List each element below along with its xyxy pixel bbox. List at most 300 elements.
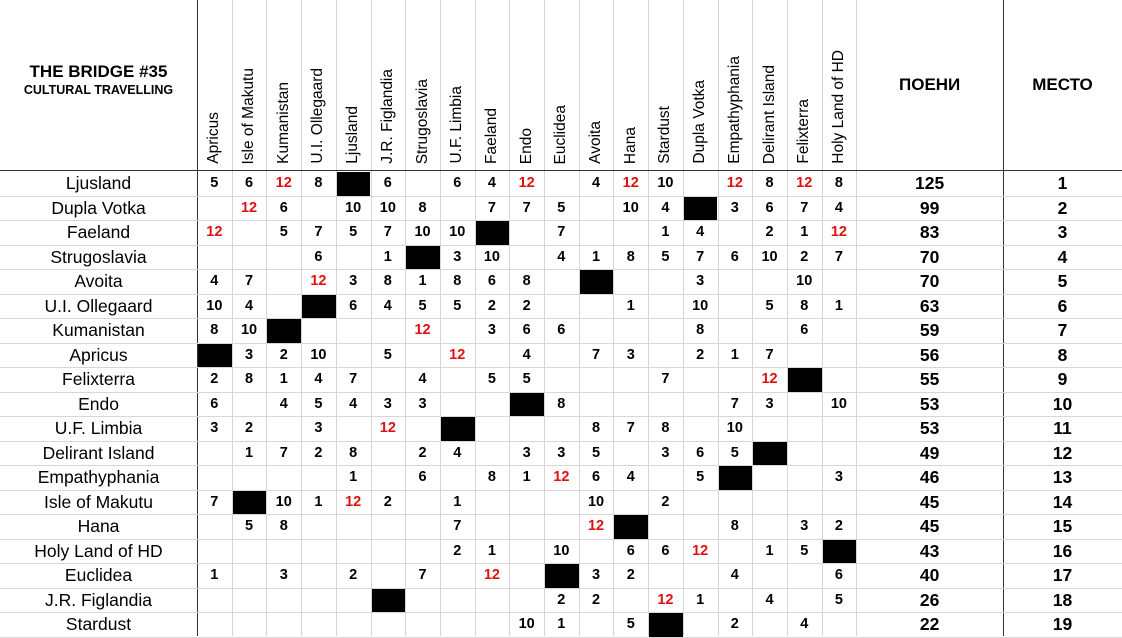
- score-cell: 8: [626, 248, 635, 265]
- row-country-name: U.F. Limbia: [54, 418, 143, 438]
- self-vote-blocked-cell: [510, 393, 544, 417]
- score-cell: 7: [696, 248, 705, 265]
- score-cell: 10: [483, 248, 500, 265]
- row-country-name: Faeland: [66, 222, 131, 242]
- score-cell: 5: [800, 542, 809, 559]
- self-vote-blocked-cell: [302, 295, 336, 319]
- score-cell: 7: [453, 518, 462, 534]
- row-total-points: 53: [919, 393, 940, 414]
- column-header: [648, 0, 683, 170]
- column-header-label: Delirant Island: [760, 64, 778, 164]
- score-cell: 4: [349, 395, 358, 412]
- score-cell: 12: [657, 591, 674, 608]
- score-cell: 4: [557, 248, 566, 265]
- score-cell: 1: [279, 371, 288, 387]
- score-cell: 8: [696, 322, 705, 338]
- row-place: 14: [1052, 491, 1073, 512]
- score-cell: 3: [696, 273, 705, 289]
- row-total-points: 43: [919, 540, 940, 561]
- column-header-label: Avoita: [587, 121, 605, 164]
- score-cell: 3: [661, 444, 670, 461]
- row-place: 16: [1052, 540, 1073, 561]
- score-cell: 5: [834, 591, 843, 608]
- score-cell: 6: [418, 469, 427, 485]
- score-cell: 1: [696, 591, 705, 608]
- row-country-name: Empathyphania: [37, 467, 160, 487]
- score-cell: 6: [487, 273, 496, 289]
- column-header: [613, 0, 648, 170]
- column-header-label: U.F. Limbia: [448, 86, 466, 164]
- column-header-label: Kumanistan: [274, 82, 292, 164]
- score-cell: 2: [696, 346, 705, 363]
- score-cell: 10: [726, 420, 743, 436]
- self-vote-blocked-cell: [614, 515, 648, 539]
- score-cell: 6: [626, 542, 635, 559]
- score-cell: 12: [518, 175, 535, 191]
- score-cell: 3: [834, 469, 843, 485]
- score-cell: 6: [834, 567, 843, 583]
- row-place: 4: [1057, 246, 1068, 267]
- row-country-name: Dupla Votka: [51, 197, 146, 218]
- score-cell: 10: [518, 616, 535, 632]
- score-cell: 2: [418, 444, 427, 461]
- score-cell: 8: [557, 395, 566, 412]
- score-cell: 2: [591, 591, 601, 608]
- score-cell: 4: [834, 199, 843, 216]
- score-cell: 8: [765, 175, 774, 191]
- column-header-label: Strugoslavia: [413, 78, 431, 164]
- score-cell: 10: [622, 199, 639, 216]
- score-cell: 4: [453, 444, 462, 461]
- sheet-subtitle: CULTURAL TRAVELLING: [23, 83, 174, 97]
- score-cell: 8: [522, 273, 531, 289]
- self-vote-blocked-cell: [719, 466, 753, 490]
- score-cell: 6: [314, 248, 323, 265]
- score-cell: 10: [240, 322, 258, 338]
- score-cell: 8: [800, 297, 809, 314]
- score-cell: 1: [453, 493, 462, 510]
- score-cell: 2: [626, 567, 635, 583]
- score-cell: 8: [661, 420, 670, 436]
- score-cell: 12: [275, 175, 292, 191]
- column-header: [787, 0, 822, 170]
- score-cell: 2: [244, 420, 254, 436]
- row-total-points: 49: [919, 442, 940, 463]
- score-cell: 1: [487, 542, 496, 559]
- score-cell: 12: [449, 346, 466, 363]
- column-header: [752, 0, 787, 170]
- row-total-points: 45: [919, 491, 940, 512]
- score-cell: 5: [557, 199, 566, 216]
- score-cell: 5: [418, 297, 427, 314]
- score-cell: 1: [730, 346, 739, 363]
- score-cell: 7: [765, 346, 774, 363]
- row-country-name: Hana: [77, 516, 120, 536]
- score-cell: 7: [834, 248, 843, 265]
- column-header: [266, 0, 301, 170]
- score-cell: 1: [834, 297, 843, 314]
- score-cell: 10: [796, 273, 813, 289]
- score-cell: 10: [275, 493, 292, 510]
- row-place: 8: [1057, 344, 1068, 365]
- score-cell: 2: [487, 297, 496, 314]
- score-cell: 4: [800, 616, 809, 632]
- score-cell: 8: [730, 518, 739, 534]
- row-country-name: Euclidea: [64, 565, 133, 585]
- column-header: [232, 0, 267, 170]
- self-vote-blocked-cell: [545, 564, 579, 588]
- score-cell: 12: [483, 567, 500, 583]
- score-cell: 10: [657, 175, 674, 191]
- row-total-points: 56: [919, 344, 940, 365]
- score-cell: 5: [244, 518, 254, 534]
- score-cell: 7: [800, 199, 809, 216]
- score-cell: 3: [453, 248, 462, 265]
- self-vote-blocked-cell: [337, 172, 371, 196]
- score-cell: 3: [418, 395, 427, 412]
- score-cell: 7: [591, 346, 601, 363]
- self-vote-blocked-cell: [649, 613, 683, 637]
- score-cell: 7: [349, 371, 358, 387]
- column-header: [544, 0, 579, 170]
- score-cell: 2: [730, 616, 739, 632]
- score-cell: 2: [210, 371, 219, 387]
- row-total-points: 83: [919, 222, 940, 242]
- score-cell: 5: [522, 371, 531, 387]
- score-cell: 5: [383, 346, 392, 363]
- score-cell: 3: [765, 395, 774, 412]
- score-cell: 10: [761, 248, 778, 265]
- row-country-name: Apricus: [69, 344, 128, 365]
- score-cell: 8: [210, 322, 219, 338]
- column-header-label: Holy Land of HD: [829, 50, 847, 164]
- row-place: 6: [1057, 295, 1068, 316]
- row-place: 10: [1052, 393, 1073, 414]
- column-header: [197, 0, 232, 170]
- score-cell: 1: [765, 542, 774, 559]
- self-vote-blocked-cell: [684, 197, 718, 221]
- score-cell: 8: [244, 371, 254, 387]
- column-header-label: Empathyphania: [725, 56, 743, 164]
- points-header: ПОЕНИ: [899, 75, 961, 94]
- column-header: [683, 0, 718, 170]
- score-cell: 2: [349, 567, 358, 583]
- column-header: [440, 0, 475, 170]
- score-cell: 7: [626, 420, 635, 436]
- row-country-name: Kumanistan: [52, 320, 145, 340]
- score-cell: 6: [210, 395, 219, 412]
- score-cell: 12: [796, 175, 813, 191]
- row-country-name: Endo: [78, 393, 119, 414]
- row-total-points: 59: [919, 320, 940, 340]
- score-cell: 3: [557, 444, 566, 461]
- score-cell: 2: [314, 444, 323, 461]
- column-header-label: Hana: [621, 126, 639, 164]
- score-cell: 4: [522, 346, 531, 363]
- score-cell: 12: [240, 199, 258, 216]
- score-cell: 8: [349, 444, 358, 461]
- row-place: 5: [1057, 271, 1068, 291]
- column-header: [405, 0, 440, 170]
- score-cell: 5: [626, 616, 635, 632]
- self-vote-blocked-cell: [406, 246, 440, 270]
- score-cell: 7: [244, 273, 254, 289]
- score-cell: 2: [383, 493, 392, 510]
- score-cell: 2: [765, 224, 774, 240]
- score-cell: 10: [310, 346, 327, 363]
- row-total-points: 70: [919, 271, 940, 291]
- score-cell: 1: [557, 616, 566, 632]
- score-cell: 3: [626, 346, 635, 363]
- score-cell: 12: [587, 518, 605, 534]
- score-cell: 8: [383, 273, 392, 289]
- score-cell: 3: [522, 444, 531, 461]
- score-cell: 1: [349, 469, 358, 485]
- score-cell: 3: [279, 567, 288, 583]
- score-cell: 4: [696, 224, 705, 240]
- row-total-points: 63: [919, 295, 940, 316]
- score-cell: 12: [622, 175, 639, 191]
- column-header-label: Endo: [517, 127, 535, 164]
- score-cell: 2: [522, 297, 531, 314]
- score-cell: 1: [626, 297, 635, 314]
- column-header: [822, 0, 857, 170]
- score-cell: 1: [522, 469, 531, 485]
- score-cell: 3: [487, 322, 496, 338]
- row-place: 11: [1053, 418, 1072, 438]
- score-cell: 12: [692, 542, 709, 559]
- score-cell: 1: [314, 493, 323, 510]
- score-cell: 10: [449, 224, 466, 240]
- score-cell: 10: [414, 224, 431, 240]
- score-cell: 6: [349, 297, 358, 314]
- score-cell: 4: [383, 297, 392, 314]
- self-vote-blocked-cell: [580, 270, 614, 294]
- row-country-name: Ljusland: [65, 173, 132, 193]
- score-cell: 5: [210, 175, 219, 191]
- score-cell: 12: [345, 493, 362, 510]
- row-country-name: Strugoslavia: [50, 246, 147, 267]
- title-block: [0, 62, 197, 98]
- score-cell: 6: [591, 469, 601, 485]
- score-cell: 6: [730, 248, 739, 265]
- score-cell: 10: [553, 542, 570, 559]
- row-country-name: J.R. Figlandia: [45, 589, 152, 610]
- score-cell: 7: [210, 493, 219, 510]
- self-vote-blocked-cell: [233, 491, 267, 515]
- self-vote-blocked-cell: [372, 589, 406, 613]
- self-vote-blocked-cell: [753, 442, 787, 466]
- score-cell: 6: [557, 322, 566, 338]
- row-total-points: 40: [919, 565, 940, 585]
- score-cell: 12: [761, 371, 778, 387]
- self-vote-blocked-cell: [441, 417, 475, 441]
- self-vote-blocked-cell: [823, 540, 857, 564]
- score-cell: 6: [800, 322, 809, 338]
- score-cell: 10: [379, 199, 396, 216]
- score-cell: 4: [661, 199, 670, 216]
- score-cell: 12: [830, 224, 847, 240]
- score-cell: 7: [487, 199, 496, 216]
- score-cell: 3: [383, 395, 392, 412]
- score-cell: 10: [206, 297, 223, 314]
- score-cell: 6: [661, 542, 670, 559]
- row-total-points: 26: [919, 589, 940, 610]
- score-cell: 3: [800, 518, 809, 534]
- row-place: 13: [1052, 467, 1073, 487]
- score-cell: 10: [692, 297, 709, 314]
- score-cell: 5: [453, 297, 462, 314]
- score-cell: 8: [418, 199, 427, 216]
- column-header: [579, 0, 614, 170]
- score-cell: 6: [696, 444, 705, 461]
- column-header-label: Isle of Makutu: [240, 67, 258, 164]
- row-country-name: Isle of Makutu: [44, 491, 153, 512]
- score-cell: 3: [591, 567, 601, 583]
- row-country-name: Avoita: [74, 271, 123, 291]
- column-header: [718, 0, 753, 170]
- column-header-label: J.R. Figlandia: [378, 69, 396, 164]
- column-header: [509, 0, 544, 170]
- score-cell: 3: [349, 273, 358, 289]
- row-place: 3: [1057, 222, 1068, 242]
- row-place: 2: [1057, 197, 1068, 218]
- row-place: 1: [1057, 173, 1068, 193]
- score-cell: 1: [800, 224, 809, 240]
- column-header: [336, 0, 371, 170]
- score-cell: 4: [730, 567, 739, 583]
- row-place: 19: [1052, 614, 1073, 634]
- score-cell: 8: [487, 469, 496, 485]
- score-cell: 4: [279, 395, 288, 412]
- row-total-points: 125: [915, 173, 945, 193]
- score-cell: 2: [453, 542, 462, 559]
- score-cell: 10: [830, 395, 847, 412]
- score-cell: 7: [314, 224, 323, 240]
- score-cell: 6: [383, 175, 392, 191]
- row-place: 17: [1052, 565, 1073, 585]
- score-cell: 12: [553, 469, 570, 485]
- row-total-points: 53: [919, 418, 940, 438]
- score-cell: 1: [661, 224, 670, 240]
- column-header-label: Faeland: [482, 107, 500, 164]
- score-cell: 8: [453, 273, 462, 289]
- score-cell: 12: [414, 322, 431, 338]
- score-cell: 1: [591, 248, 601, 265]
- row-place: 18: [1052, 589, 1073, 610]
- score-cell: 2: [557, 591, 566, 608]
- score-cell: 4: [487, 175, 496, 191]
- row-country-name: U.I. Ollegaard: [44, 295, 153, 316]
- self-vote-blocked-cell: [267, 319, 301, 343]
- score-cell: 1: [383, 248, 392, 265]
- score-cell: 3: [730, 199, 739, 216]
- score-cell: 5: [696, 469, 705, 485]
- score-cell: 5: [487, 371, 496, 387]
- self-vote-blocked-cell: [198, 344, 232, 368]
- row-place: 9: [1057, 369, 1068, 389]
- score-cell: 4: [591, 175, 601, 191]
- row-country-name: Holy Land of HD: [34, 540, 163, 561]
- score-cell: 8: [591, 420, 601, 436]
- column-header-label: Felixterra: [795, 99, 813, 164]
- score-cell: 12: [379, 420, 396, 436]
- row-total-points: 55: [919, 369, 940, 389]
- score-cell: 5: [591, 444, 601, 461]
- score-cell: 4: [244, 297, 254, 314]
- row-total-points: 70: [919, 246, 940, 267]
- column-header-label: Dupla Votka: [691, 80, 709, 164]
- score-cell: 2: [661, 493, 670, 510]
- row-place: 7: [1057, 320, 1068, 340]
- score-cell: 8: [834, 175, 843, 191]
- score-cell: 12: [206, 224, 223, 240]
- row-country-name: Delirant Island: [42, 442, 155, 463]
- score-cell: 5: [314, 395, 323, 412]
- score-cell: 3: [210, 420, 219, 436]
- score-cell: 7: [522, 199, 531, 216]
- score-cell: 5: [661, 248, 670, 265]
- row-total-points: 22: [919, 614, 940, 634]
- score-cell: 4: [314, 371, 323, 387]
- score-cell: 2: [834, 518, 843, 534]
- score-cell: 5: [279, 224, 288, 240]
- self-vote-blocked-cell: [476, 221, 510, 245]
- column-header-label: U.I. Ollegaard: [309, 68, 327, 164]
- score-cell: 7: [383, 224, 392, 240]
- row-total-points: 45: [919, 516, 940, 536]
- column-header-label: Ljusland: [344, 106, 362, 164]
- score-cell: 7: [279, 444, 288, 461]
- score-cell: 10: [587, 493, 605, 510]
- self-vote-blocked-cell: [788, 368, 822, 392]
- score-cell: 7: [557, 224, 566, 240]
- column-header: [475, 0, 510, 170]
- score-cell: 1: [210, 567, 219, 583]
- row-total-points: 46: [919, 467, 940, 487]
- score-cell: 4: [418, 371, 427, 387]
- score-cell: 1: [244, 444, 254, 461]
- score-cell: 7: [661, 371, 670, 387]
- row-place: 15: [1052, 516, 1073, 536]
- grid-hline: [0, 637, 1122, 638]
- score-cell: 1: [418, 273, 427, 289]
- score-cell: 5: [730, 444, 739, 461]
- column-header: [371, 0, 406, 170]
- row-country-name: Stardust: [65, 614, 132, 634]
- column-header-label: Euclidea: [552, 104, 570, 164]
- place-header: МЕСТО: [1032, 75, 1093, 94]
- score-cell: 5: [765, 297, 774, 314]
- column-header-label: Stardust: [656, 106, 674, 164]
- row-total-points: 99: [919, 197, 940, 218]
- row-country-name: Felixterra: [62, 369, 135, 389]
- column-header: [301, 0, 336, 170]
- score-cell: 4: [210, 273, 219, 289]
- score-cell: 4: [626, 469, 635, 485]
- score-cell: 10: [345, 199, 362, 216]
- score-cell: 12: [310, 273, 327, 289]
- score-cell: 7: [730, 395, 739, 412]
- score-cell: 6: [453, 175, 462, 191]
- score-cell: 6: [279, 199, 288, 216]
- score-cell: 5: [349, 224, 358, 240]
- score-cell: 7: [418, 567, 427, 583]
- score-cell: 6: [522, 322, 531, 338]
- sheet-title: THE BRIDGE #35: [29, 62, 168, 81]
- score-cell: 8: [279, 518, 288, 534]
- score-cell: 6: [765, 199, 774, 216]
